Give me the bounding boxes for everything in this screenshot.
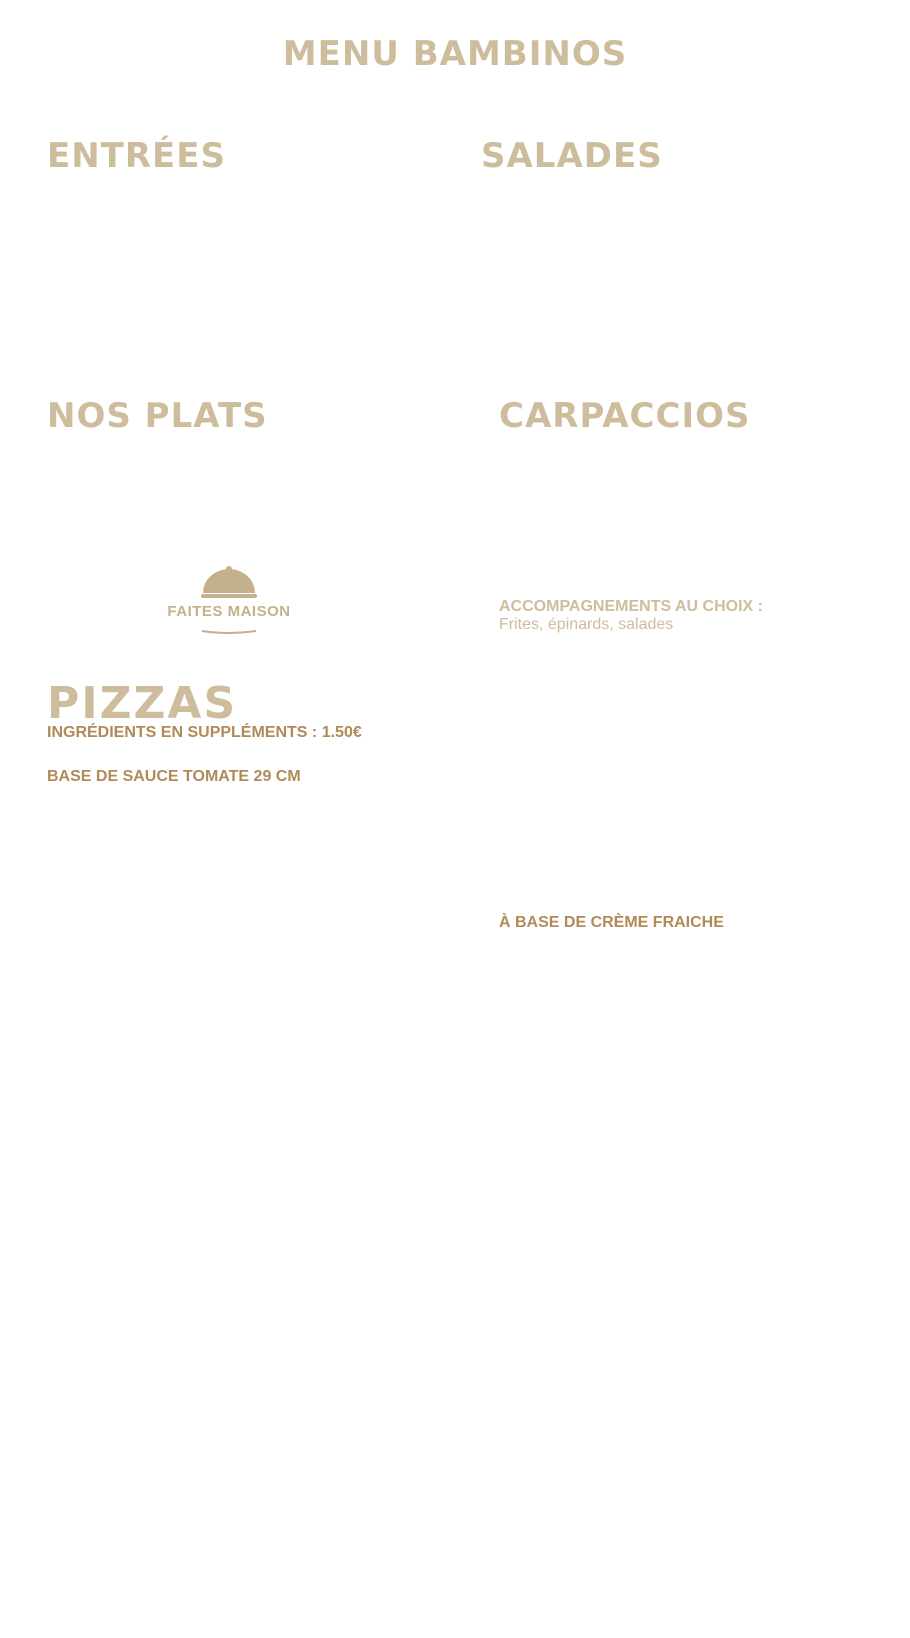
accompagnements-heading: ACCOMPAGNEMENTS AU CHOIX : bbox=[499, 598, 763, 615]
section-title-entrees: ENTRÉES bbox=[47, 136, 226, 176]
homemade-badge bbox=[149, 565, 309, 639]
pizza-base-tomate: BASE DE SAUCE TOMATE 29 CM bbox=[47, 768, 301, 785]
section-title-carpaccios: CARPACCIOS bbox=[499, 396, 751, 436]
accompagnements-note bbox=[499, 598, 763, 634]
pizza-base-creme: À BASE DE CRÈME FRAICHE bbox=[499, 914, 724, 931]
accompagnements-text: Frites, épinards, salades bbox=[499, 616, 674, 633]
badge-label: FAITES MAISON bbox=[167, 603, 291, 620]
cloche-icon bbox=[199, 565, 259, 599]
page-title: MENU BAMBINOS bbox=[282, 34, 628, 74]
section-title-pizzas: PIZZAS bbox=[47, 678, 238, 729]
pizza-supplements: INGRÉDIENTS EN SUPPLÉMENTS : 1.50€ bbox=[47, 724, 362, 741]
badge-underline bbox=[200, 629, 258, 635]
section-title-plats: NOS PLATS bbox=[47, 396, 268, 436]
section-title-salades: SALADES bbox=[481, 136, 663, 176]
